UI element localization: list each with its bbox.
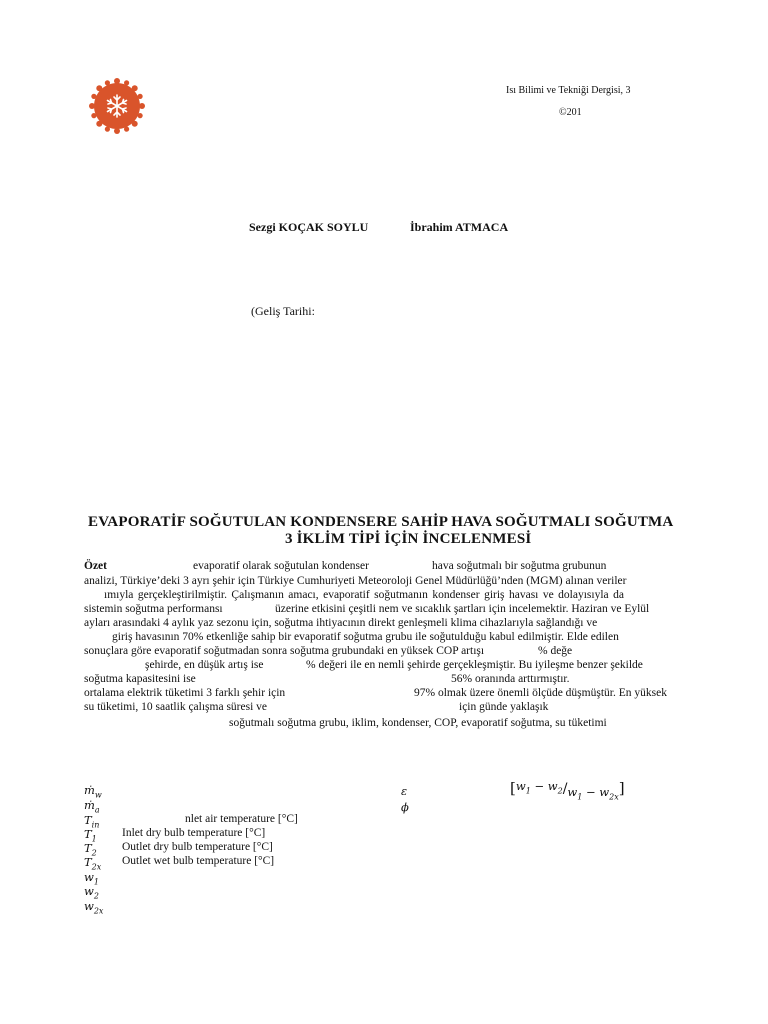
bracket-left: [ <box>510 779 516 797</box>
nomenclature-symbol: $w_1$ <box>84 870 99 887</box>
abstract-segment: 97% olmak üzere önemli ölçüde düşmüştür. En yüksek <box>414 687 667 699</box>
nomenclature-symbol: $T_1$ <box>84 827 97 844</box>
nomenclature-symbol: $T_2$ <box>84 841 97 858</box>
abstract-segment: 56% oranında arttırmıştır. <box>451 673 570 685</box>
nomenclature-symbol: $T_{2x}$ <box>84 855 102 872</box>
abstract-segment: % değeri ile en nemli şehirde gerçekleşmiştir. Bu iyileşme benzer şekilde <box>306 659 643 671</box>
journal-logo <box>89 78 145 134</box>
bracket-right: ] <box>618 779 625 797</box>
nomenclature-symbol: ṁ$_w$ <box>84 783 102 800</box>
nomenclature-definition: Outlet wet bulb temperature [°C] <box>122 855 275 867</box>
author-2: İbrahim ATMACA <box>410 220 509 234</box>
paper-title-line-2: 3 İKLİM TİPİ İÇİN İNCELENMESİ <box>285 531 532 547</box>
equation-denominator: $w_1 - w_{2x}$ <box>567 785 619 802</box>
effectiveness-equation <box>510 779 625 802</box>
nomenclature-definition: Inlet dry bulb temperature [°C] <box>122 827 266 839</box>
abstract-segment: sistemin soğutma performansı <box>84 603 223 615</box>
greek-symbol-epsilon: ε <box>401 784 408 798</box>
abstract-segment: ortalama elektrik tüketimi 3 farklı şehir için <box>84 687 286 699</box>
nomenclature-definition: Outlet dry bulb temperature [°C] <box>122 841 273 853</box>
abstract-segment: için günde yaklaşık <box>459 701 549 713</box>
author-1: Sezgi KOÇAK SOYLU <box>249 220 369 234</box>
abstract-segment: giriş havasının 70% etkenliğe sahip bir evaporatif soğutma grubu ile soğutulduğu kabul edilmiştir. Elde edilen <box>112 631 619 643</box>
abstract-segment: üzerine etkisini çeşitli nem ve sıcaklık şartları için incelemektir. Haziran ve Eylül <box>275 603 650 615</box>
abstract-label: Özet <box>84 560 107 572</box>
abstract-segment: evaporatif olarak soğutulan kondenser <box>193 560 369 572</box>
abstract-segment: soğutma kapasitesini ise <box>84 673 196 685</box>
nomenclature-definition: nlet air temperature [°C] <box>185 813 298 825</box>
received-date: (Geliş Tarihi: <box>251 304 315 318</box>
abstract-segment: ımıyla gerçekleştirilmiştir. Çalışmanın amacı, evaporatif soğutmanın kondenser giriş havası ve dolayısıyla da <box>104 589 624 601</box>
abstract-segment: şehirde, en düşük artış ise <box>145 659 264 671</box>
abstract-segment: su tüketimi, 10 saatlik çalışma süresi ve <box>84 701 268 713</box>
nomenclature-symbol: $T_{in}$ <box>84 813 100 830</box>
greek-symbol-phi: ϕ <box>401 800 409 814</box>
abstract-segment: ayları arasındaki 4 aylık yaz sezonu için, soğutma ihtiyacının direkt genleşmeli klima cihazlarıyla sağlandığı ve <box>84 617 598 629</box>
paper-title-line-1: EVAPORATİF SOĞUTULAN KONDENSERE SAHİP HAVA SOĞUTMALI SOĞUTMA <box>88 514 674 530</box>
abstract-segment: % değe <box>538 645 573 657</box>
nomenclature-symbol: ṁ$_a$ <box>84 798 100 815</box>
journal-name: Isı Bilimi ve Tekniği Dergisi, 3 <box>506 85 631 96</box>
equation-numerator: $w_1 - w_2$ <box>515 779 563 796</box>
nomenclature-symbol: $w_2$ <box>84 884 99 901</box>
abstract-segment: sonuçlara göre evaporatif soğutmadan sonra soğutma grubundaki en yüksek COP artışı <box>84 645 485 657</box>
copyright-year: ©201 <box>559 107 582 118</box>
abstract-segment: hava soğutmalı bir soğutma grubunun <box>432 560 607 572</box>
abstract-segment: analizi, Türkiye’deki 3 ayrı şehir için Türkiye Cumhuriyeti Meteoroloji Genel Müdürlüğü’nden (MGM) alınan veriler <box>84 575 627 587</box>
nomenclature-symbol: $w_{2x}$ <box>84 899 104 916</box>
fraction-slash: / <box>562 781 568 797</box>
keywords: soğutmalı soğutma grubu, iklim, kondenser, COP, evaporatif soğutma, su tüketimi <box>229 717 607 729</box>
